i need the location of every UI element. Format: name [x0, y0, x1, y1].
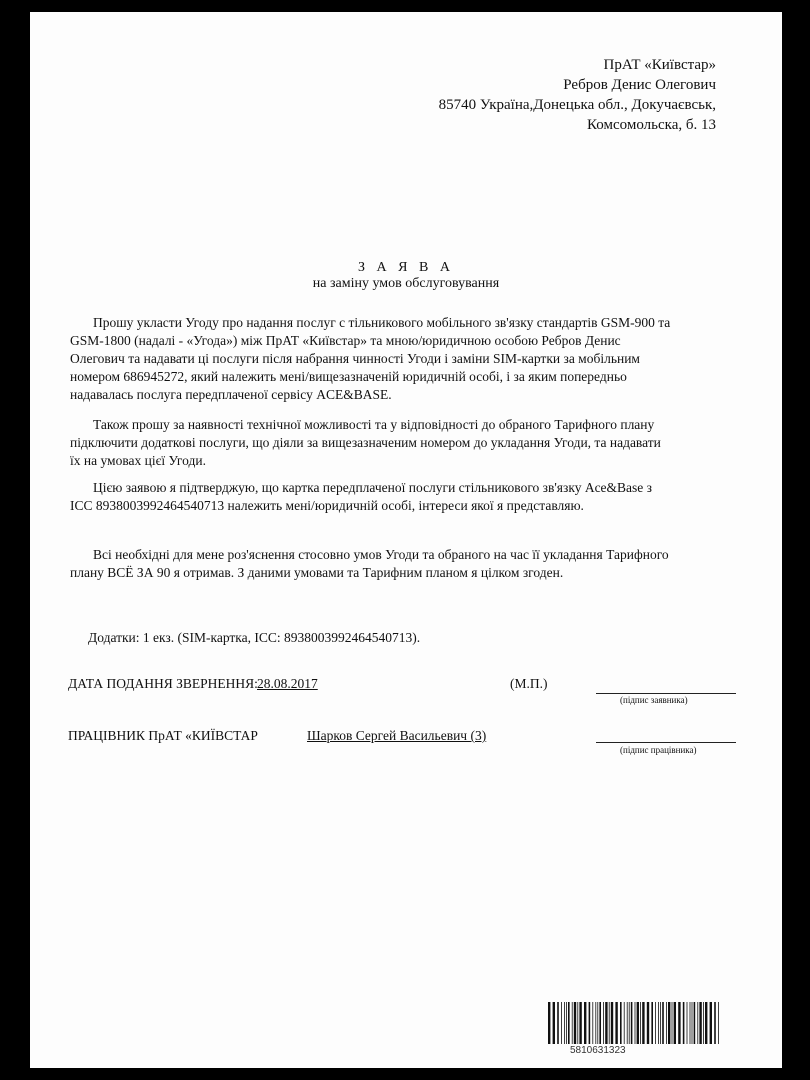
paragraph-line: їх на умовах цієї Угоди.	[70, 453, 206, 468]
barcode-bar	[611, 1002, 613, 1044]
barcode-bar	[674, 1002, 676, 1044]
recipient-block	[439, 55, 716, 135]
barcode-bar	[666, 1002, 667, 1044]
barcode-bar	[624, 1002, 625, 1044]
paragraph-line: GSM-1800 (надалі - «Угода») між ПрАТ «Київстар» та мною/юридичною особою Ребров Денис	[70, 333, 621, 348]
barcode-bar	[584, 1002, 586, 1044]
worker-label: ПРАЦІВНИК ПрАТ «КИЇВСТАР	[68, 728, 258, 743]
paragraph-line: плану ВСЁ ЗА 90 я отримав. З даними умовами та Тарифним планом я цілком згоден.	[70, 565, 564, 580]
recipient-address-line1: 85740 Україна,Донецька обл., Докучаєвськ,	[438, 97, 716, 113]
barcode-bar	[642, 1002, 644, 1044]
paragraph-2	[68, 416, 661, 470]
paragraph-1	[68, 314, 670, 404]
document-subtitle: на заміну умов обслуговування	[312, 276, 500, 291]
barcode-bar	[568, 1002, 570, 1044]
barcode-bar	[655, 1002, 656, 1044]
applicant-signature-line	[596, 693, 736, 694]
barcode-bar	[577, 1002, 578, 1044]
barcode	[547, 1002, 722, 1044]
barcode-bar	[660, 1002, 661, 1044]
barcode-bar	[690, 1002, 691, 1044]
recipient-address-line2: Комсомольска, б. 13	[587, 117, 716, 133]
paragraph-line: Також прошу за наявності технічної можливості та у відповідності до обраного Тарифного плану	[93, 417, 655, 432]
attachment-text: Додатки: 1 екз. (SIM-картка, ICC: 8938003992464540713).	[88, 630, 421, 645]
barcode-bar	[557, 1002, 559, 1044]
barcode-bar	[592, 1002, 593, 1044]
paragraph-line: Всі необхідні для мене роз'яснення стосовно умов Угоди та обраного на час її укладання Тарифного	[93, 547, 669, 562]
barcode-bar	[658, 1002, 659, 1044]
barcode-bar	[683, 1002, 685, 1044]
barcode-bar	[678, 1002, 680, 1044]
barcode-bar	[714, 1002, 716, 1044]
barcode-bar	[620, 1002, 622, 1044]
barcode-bar	[631, 1002, 633, 1044]
barcode-bar	[589, 1002, 591, 1044]
barcode-bar	[651, 1002, 653, 1044]
paragraph-line: надавалась послуга передплаченої сервісу ACE&BASE.	[70, 387, 392, 402]
document-page	[30, 12, 782, 1068]
recipient-name: Ребров Денис Олегович	[563, 77, 716, 93]
worker-signature-line	[596, 742, 736, 743]
barcode-bar	[597, 1002, 598, 1044]
worker-signature-caption: (підпис працівника)	[620, 745, 697, 755]
paragraph-4	[68, 546, 669, 582]
paragraph-line: підключити додаткові послуги, що діяли за вищезазначеним номером до укладання Угоди, та надавати	[70, 435, 661, 450]
barcode-bar	[692, 1002, 693, 1044]
barcode-bar	[703, 1002, 704, 1044]
barcode-bar	[699, 1002, 701, 1044]
barcode-bar	[637, 1002, 639, 1044]
barcode-bar	[694, 1002, 696, 1044]
submission-date-label: ДАТА ПОДАННЯ ЗВЕРНЕННЯ:	[68, 676, 258, 691]
barcode-bar	[599, 1002, 601, 1044]
barcode-bar	[564, 1002, 565, 1044]
applicant-signature-caption: (підпис заявника)	[620, 695, 688, 705]
barcode-number: 5810631323	[570, 1045, 626, 1056]
barcode-bar	[548, 1002, 550, 1044]
barcode-bar	[705, 1002, 707, 1044]
barcode-bar	[574, 1002, 576, 1044]
barcode-bar	[603, 1002, 604, 1044]
barcode-bar	[647, 1002, 649, 1044]
submission-date-value: 28.08.2017	[257, 676, 318, 691]
barcode-bar	[595, 1002, 596, 1044]
barcode-bar	[561, 1002, 562, 1044]
barcode-bar	[609, 1002, 610, 1044]
barcode-bar	[687, 1002, 688, 1044]
barcode-bar	[579, 1002, 581, 1044]
paragraph-line: Олегович та надавати ці послуги після набрання чинності Угоди і заміни SIM-картки за мобільним	[70, 351, 640, 366]
barcode-bar	[553, 1002, 555, 1044]
barcode-bar	[615, 1002, 617, 1044]
barcode-bar	[710, 1002, 712, 1044]
barcode-bar	[697, 1002, 698, 1044]
stamp-placeholder: (М.П.)	[510, 676, 548, 691]
barcode-bar	[627, 1002, 628, 1044]
paragraph-3	[68, 479, 652, 515]
paragraph-line: номером 686945272, який належить мені/вищезазначеній юридичній особі, і за яким попередньо	[70, 369, 627, 384]
barcode-bar	[662, 1002, 664, 1044]
barcode-bar	[718, 1002, 719, 1044]
recipient-company: ПрАТ «Київстар»	[603, 57, 716, 73]
barcode-bar	[566, 1002, 567, 1044]
paragraph-line: Прошу укласти Угоду про надання послуг с тільникового мобільного зв'язку стандартів GSM-900 та	[93, 315, 671, 330]
paragraph-line: Цією заявою я підтверджую, що картка передплаченої послуги стільникового зв'язку Ace&Base з	[93, 480, 653, 495]
worker-name: Шарков Сергей Васильевич (3)	[307, 728, 487, 743]
barcode-bar	[572, 1002, 573, 1044]
barcode-bar	[629, 1002, 630, 1044]
barcode-bar	[668, 1002, 670, 1044]
barcode-bar	[640, 1002, 641, 1044]
barcode-bar	[605, 1002, 607, 1044]
barcode-bar	[635, 1002, 636, 1044]
barcode-bar	[672, 1002, 673, 1044]
document-title: З А Я В А	[358, 260, 454, 275]
attachments-line	[88, 629, 420, 647]
paragraph-line: ICC 8938003992464540713 належить мені/юридичній особі, інтереси якої я представляю.	[70, 498, 584, 513]
